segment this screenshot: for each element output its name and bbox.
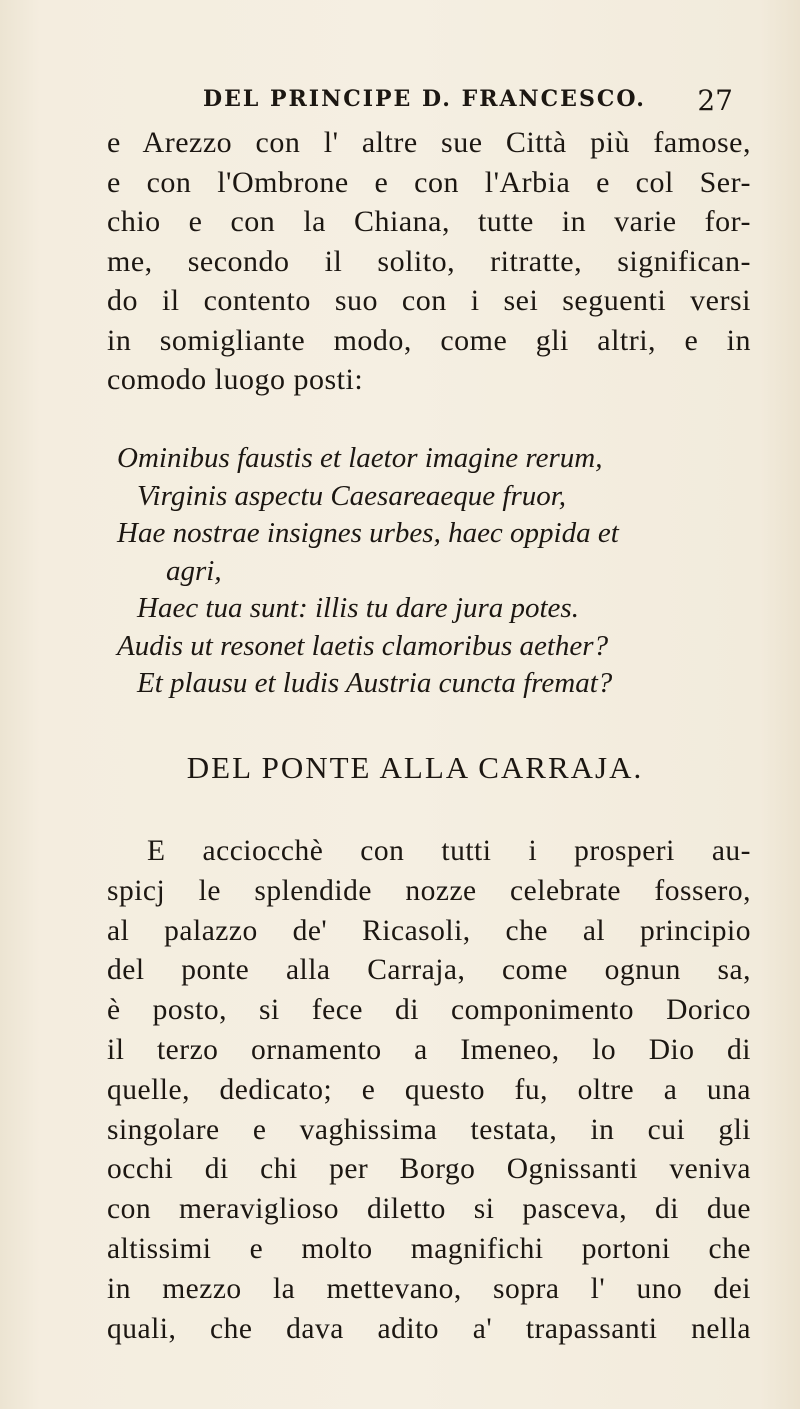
text-line: in mezzo la mettevano, sopra l' uno dei xyxy=(107,1272,751,1305)
text-line: me, secondo il solito, ritratte, significan- xyxy=(107,244,751,278)
text-line: è posto, si fece di componimento Dorico xyxy=(107,994,751,1027)
page-number: 27 xyxy=(697,84,733,117)
paragraph-2 xyxy=(107,832,751,1349)
text-line: do il contento suo con i sei seguenti versi xyxy=(107,284,751,317)
text-line: singolare e vaghissima testata, in cui gli xyxy=(107,1113,751,1146)
running-head-title: DEL PRINCIPE D. FRANCESCO. xyxy=(203,86,646,112)
verse-line: Ominibus faustis et laetor imagine rerum, xyxy=(117,442,603,474)
text-line: spicj le splendide nozze celebrate fossero, xyxy=(107,874,751,907)
text-line: comodo luogo posti: xyxy=(107,363,364,396)
text-line: E acciocchè con tutti i prosperi au- xyxy=(147,835,751,867)
text-line: quelle, dedicato; e questo fu, oltre a una xyxy=(107,1073,751,1106)
text-line: il terzo ornamento a Imeneo, lo Dio di xyxy=(107,1033,751,1066)
paragraph-1 xyxy=(107,123,751,400)
text-line: chio e con la Chiana, tutte in varie for- xyxy=(107,205,751,238)
text-line: con meraviglioso diletto si pasceva, di due xyxy=(107,1193,751,1226)
verse-line: Virginis aspectu Caesareaeque fruor, xyxy=(137,479,567,512)
text-line: altissimi e molto magnifichi portoni che xyxy=(107,1232,751,1265)
verse-line: agri, xyxy=(166,554,222,587)
section-heading: DEL PONTE ALLA CARRAJA. xyxy=(186,750,644,785)
text-line: al palazzo de' Ricasoli, che al principio xyxy=(107,914,751,947)
text-line: in somigliante modo, come gli altri, e in xyxy=(107,323,751,357)
latin-verses xyxy=(117,440,767,703)
text-line: del ponte alla Carraja, come ognun sa, xyxy=(107,954,751,987)
running-head xyxy=(203,86,743,122)
verse-line: Et plausu et ludis Austria cuncta fremat? xyxy=(137,667,613,699)
verse-line: Hae nostrae insignes urbes, haec oppida et xyxy=(117,517,619,549)
text-line: e Arezzo con l' altre sue Città più famose, xyxy=(107,126,751,159)
verse-line: Haec tua sunt: illis tu dare jura potes. xyxy=(137,592,579,624)
text-line: occhi di chi per Borgo Ognissanti veniva xyxy=(107,1153,751,1186)
verse-line: Audis ut resonet laetis clamoribus aether? xyxy=(117,629,609,662)
text-line: quali, che dava adito a' trapassanti nella xyxy=(107,1312,751,1345)
text-line: e con l'Ombrone e con l'Arbia e col Ser- xyxy=(107,165,751,199)
